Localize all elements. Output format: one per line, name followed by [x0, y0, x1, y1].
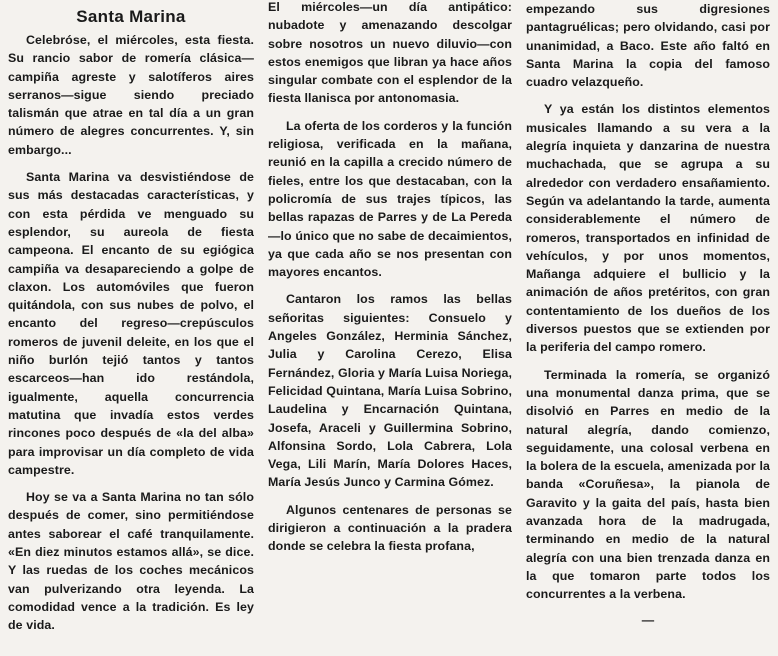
column-2	[268, 0, 512, 656]
paragraph: El miércoles—un día antipático: nubadote y amenazando descolgar sobre nosotros un nuevo diluvio—con estos enemigos que libran ya hace años singular combate con el esplendor de la fiesta llanisca por antonomasia.	[268, 0, 512, 106]
article-title: Santa Marina	[76, 7, 186, 26]
end-mark: —	[641, 612, 655, 627]
paragraph: empezando sus digresiones pantagruélicas; pero olvidando, casi por unanimidad, a Baco. Este año faltó en Santa Marina la copia del famoso cuadro velazqueño.	[526, 2, 770, 90]
column-3	[526, 0, 770, 656]
paragraph: Cantaron los ramos las bellas señoritas siguientes: Consuelo y Angeles González, Herminia Sánchez, Julia y Carolina Cerezo, Elisa Fernández, Gloria y María Luisa Noriega, Felicidad Quintana, María Luisa Sobrino, Laudelina y Encarnación Quintana, Josefa, Araceli y Guillermina Sobrino, Alfonsina Sordo, Lola Cabrera, Lola Vega, Lili Marín, María Dolores Haces, María Jesús Junco y Carmina Gómez.	[268, 292, 512, 490]
paragraph: Algunos centenares de personas se dirigieron a continuación a la pradera donde se celebra la fiesta profana,	[268, 502, 512, 554]
paragraph: Y ya están los distintos elementos musicales llamando a su vera a la alegría inquieta y danzarina de nuestra muchachada, que se agrupa a su alrededor con verdadero ensañamiento. Según va adelantando la tarde, aumenta considerablemente el número de romeros, transportados en infinidad de vehículos, y por unos momentos, Mañanga adquiere el bullicio y la animación de años pretéritos, con gran contentamiento de los dueños de los diversos puestos que se extienden por la periferia del campo romero.	[526, 102, 770, 355]
lead-paragraph: Celebróse, el miércoles, esta fiesta. Su rancio sabor de romería clásica—campiña agreste y salotíferos aires serranos—sigue siendo preciado talismán que atrae en tal día a un gran número de alegres concurrentes. Y, sin embargo...	[8, 33, 254, 157]
column-1	[8, 6, 254, 656]
paragraph: La oferta de los corderos y la función religiosa, verificada en la mañana, reunió en la capilla a crecido número de fieles, entre los que destacaban, con la policromía de sus trajes típicos, las bellas rapazas de Parres y de La Pereda—lo único que no sabe de decaimientos, ya que cada año se nos presentan con mayores encantos.	[268, 118, 512, 280]
paragraph: Hoy se va a Santa Marina no tan sólo después de comer, sino permitiéndose antes saborear el café tranquilamente. «En diez minutos estamos allá», se dice. Y las ruedas de los coches mecánicos van pulverizando otra leyenda. La comodidad vence a la tradición. Es ley de vida.	[8, 490, 254, 633]
paragraph: Terminada la romería, se organizó una monumental danza prima, que se disolvió en Parres en medio de la natural alegría, dando comienzo, seguidamente, una colosal verbena en la bolera de la escuela, amenizada por la banda «Coruñesa», la pianola de Garavito y la gaita del país, hasta bien avanzada hora de la madrugada, terminando en medio de la natural alegría con una bien trenzada danza en la que tomaron parte todos los concurrentes a la verbena.	[526, 367, 770, 602]
paragraph: Santa Marina va desvistiéndose de sus más destacadas características, y con esta pérdida ve menguado su esplendor, su aureola de fiesta campeona. El encanto de su egiógica campiña va desapareciendo a golpe de claxon. Los automóviles que fueron quitándola, con sus nubes de polvo, el encanto del regreso—crepúsculos romeros de juvenil deleite, en los que el niño burlón tejió tantos y tantos escarceos—han ido restándola, igualmente, aquella concurrencia matutina que invadía estos verdes rincones poco después de «la del alba» para improvisar un día completo de vida campestre.	[8, 170, 254, 477]
